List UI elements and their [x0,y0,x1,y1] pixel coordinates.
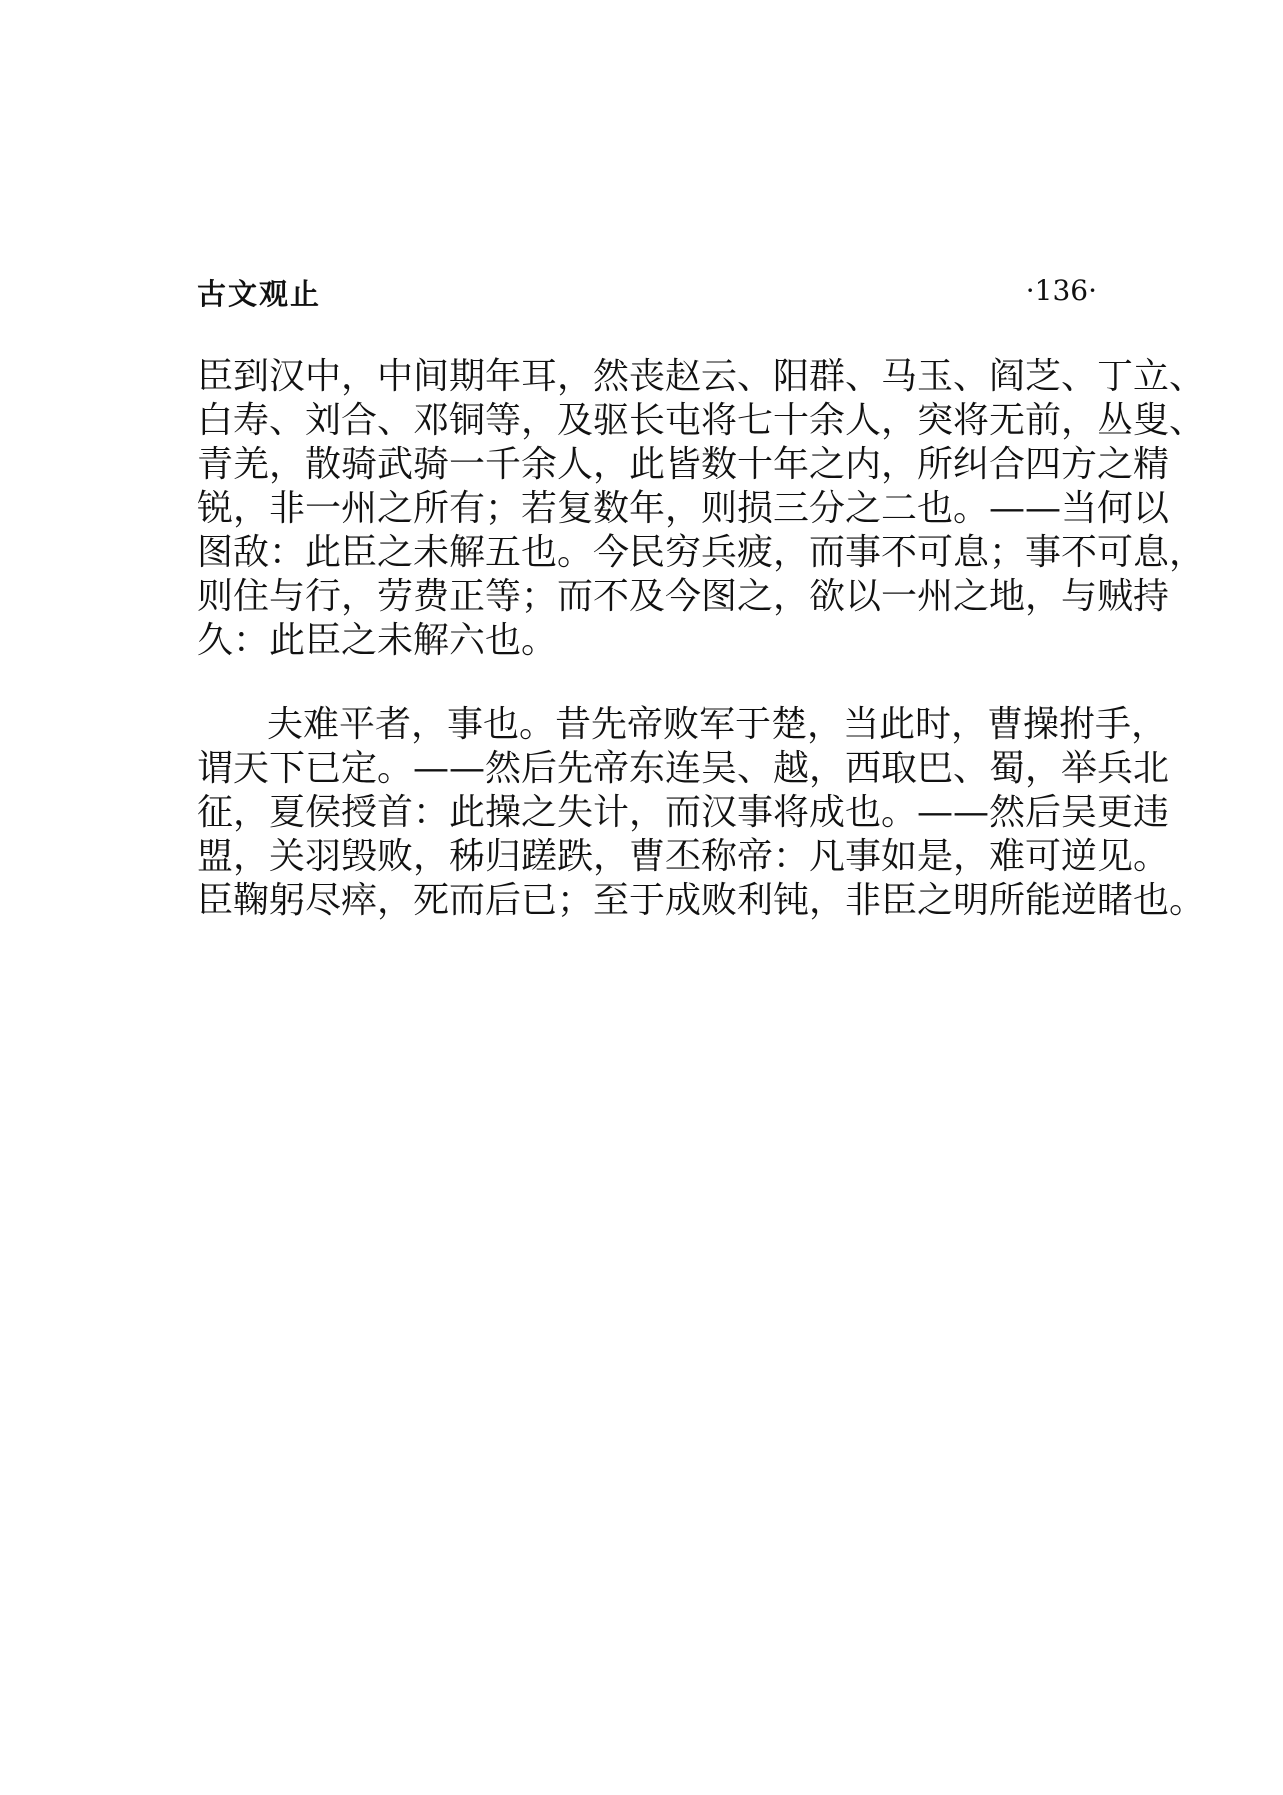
text-line: 臣鞠躬尽瘁，死而后已；至于成败利钝，非臣之明所能逆睹也。 [197,880,1206,921]
text-line: 锐，非一州之所有；若复数年，则损三分之二也。——当何以 [197,488,1170,529]
text-line: 青羌，散骑武骑一千余人，此皆数十年之内，所纠合四方之精 [197,444,1170,485]
text-line: 则住与行，劳费正等；而不及今图之，欲以一州之地，与贼持 [197,576,1170,617]
text-line: 白寿、刘合、邓铜等，及驱长屯将七十余人，突将无前，丛叟、 [197,400,1206,441]
text-line: 盟，关羽毁败，秭归蹉跌，曹丕称帝：凡事如是，难可逆见。 [197,836,1170,877]
page-number: ·136· [1025,274,1097,307]
text-line: 谓天下已定。——然后先帝东连吴、越，西取巴、蜀，举兵北 [197,748,1170,789]
text-line: 征，夏侯授首：此操之失计，而汉事将成也。——然后吴更违 [197,792,1170,833]
body-text [197,355,1206,923]
running-header [197,272,1097,312]
text-line: 久：此臣之未解六也。 [197,620,558,661]
text-line: 臣到汉中，中间期年耳，然丧赵云、阳群、马玉、阎芝、丁立、 [197,356,1206,397]
text-line: 夫难平者，事也。昔先帝败军于楚，当此时，曹操拊手， [267,704,1168,745]
paragraph-2 [197,703,1206,923]
book-title: 古文观止 [197,277,322,311]
text-line: 图敌：此臣之未解五也。今民穷兵疲，而事不可息；事不可息， [197,532,1206,573]
paragraph-1 [197,355,1206,663]
paragraph-gap [197,663,1117,703]
